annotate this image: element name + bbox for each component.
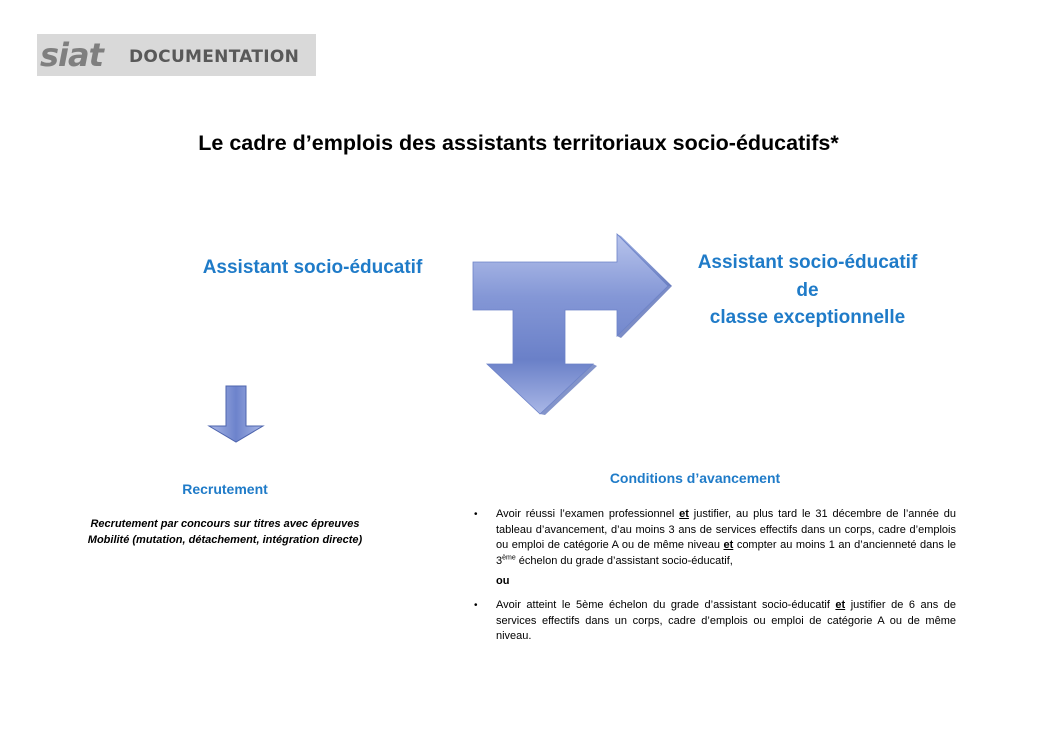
page-title: Le cadre d’emplois des assistants territoriaux socio-éducatifs*: [198, 131, 839, 155]
recruitment-heading: Recrutement: [182, 481, 268, 497]
condition-1-part3: compter au moins 1 an d’ancienneté dans le 3: [496, 539, 957, 567]
recruitment-line2: Mobilité (mutation, détachement, intégration directe): [87, 533, 363, 546]
condition-item-2: [474, 598, 956, 645]
condition-1-sup: ème: [502, 553, 516, 561]
logo-word: DOCUMENTATION: [129, 47, 300, 67]
condition-2-part1: Avoir atteint le 5ème échelon du grade d’assistant socio-éducatif: [496, 599, 836, 611]
grade-exceptional-line3: classe exceptionnelle: [709, 307, 906, 328]
condition-2-part2: justifier de 6 ans de services effectifs dans un corps, cadre d’emplois ou emploi de catégorie A ou de même niveau.: [496, 599, 956, 642]
condition-1-part4: échelon du grade d’assistant socio-éducatif,: [515, 554, 733, 567]
arrow-down-icon: [205, 384, 267, 444]
condition-1-part2: justifier, au plus tard le 31 décembre de l’année du tableau d’avancement, d’au moins 3 ans de services effectifs dans un corps, cadre d’emplois ou emploi de catégorie A ou de même niveau: [496, 508, 956, 551]
siat-documentation-logo: [37, 34, 316, 76]
condition-1-part1: Avoir réussi l’examen professionnel: [496, 508, 680, 520]
condition-2-and: et: [835, 599, 846, 611]
arrow-split-right-down-icon: [470, 230, 675, 420]
condition-1-and1: et: [679, 508, 689, 520]
conditions-or: ou: [496, 575, 510, 587]
grade-classe-exceptionnelle: [670, 249, 945, 332]
condition-item-1: [474, 507, 957, 569]
recruitment-line1: Recrutement par concours sur titres avec épreuves: [90, 518, 360, 530]
bullet-icon: •: [474, 509, 478, 520]
conditions-heading: Conditions d’avancement: [609, 470, 781, 486]
condition-1-and2: et: [723, 539, 734, 551]
logo-mark: siat: [40, 36, 103, 74]
grade-exceptional-line1: Assistant socio-éducatif: [697, 252, 918, 273]
recruitment-text: [60, 517, 390, 548]
grade-assistant-socio-educatif: Assistant socio-éducatif: [202, 257, 423, 278]
grade-exceptional-line2: de: [796, 279, 819, 301]
bullet-icon: •: [474, 600, 478, 611]
